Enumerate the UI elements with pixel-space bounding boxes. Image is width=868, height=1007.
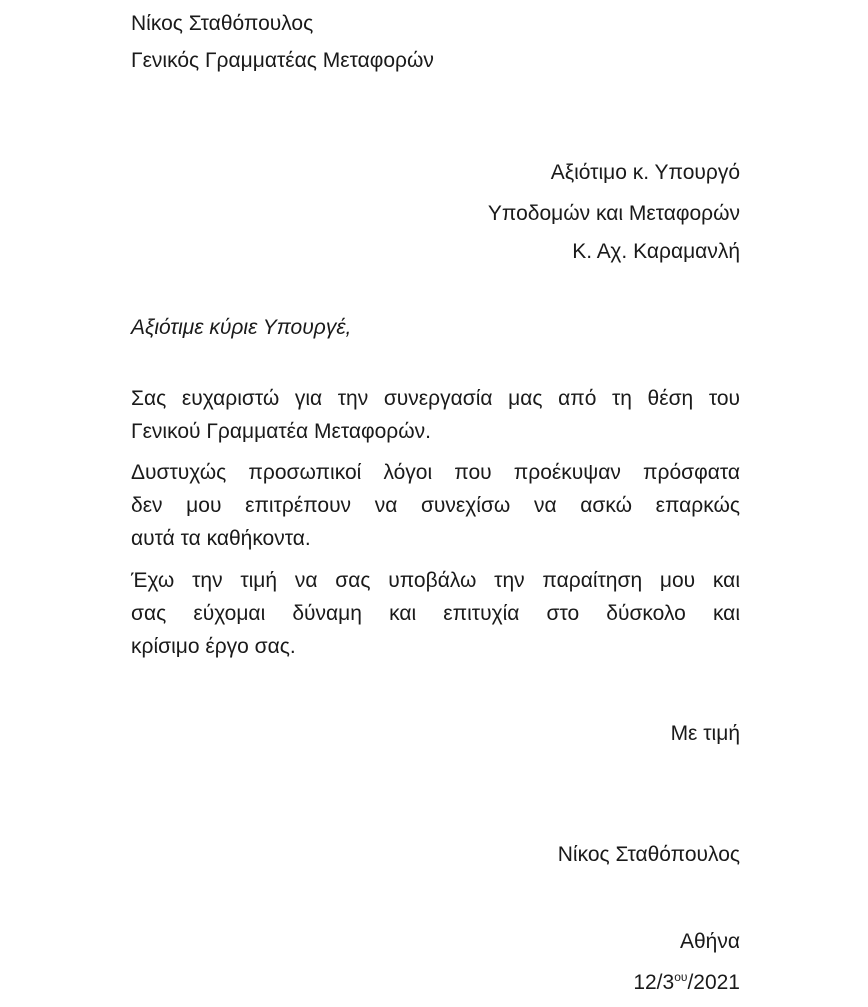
recipient-line-2: Υποδομών και Μεταφορών bbox=[487, 202, 740, 225]
closing: Με τιμή bbox=[670, 722, 740, 745]
body-paragraph-3-line: Έχω την τιμή να σας υποβάλω την παραίτηση μου και bbox=[131, 569, 740, 592]
body-paragraph-2 bbox=[131, 456, 740, 555]
body-paragraph-2-line: δεν μου επιτρέπουν να συνεχίσω να ασκώ επαρκώς bbox=[131, 494, 740, 517]
date bbox=[633, 970, 740, 996]
date-ordinal: ου bbox=[674, 970, 688, 984]
signature-name: Νίκος Σταθόπουλος bbox=[557, 843, 740, 866]
body-paragraph-1-line: Σας ευχαριστώ για την συνεργασία μας από τη θέση του bbox=[131, 387, 740, 410]
place: Αθήνα bbox=[679, 930, 740, 953]
recipient-line-1: Αξιότιμο κ. Υπουργό bbox=[550, 161, 740, 184]
date-day-month: 12/3 bbox=[633, 971, 675, 994]
salutation: Αξιότιμε κύριε Υπουργέ, bbox=[131, 316, 352, 339]
body-paragraph-1 bbox=[131, 382, 740, 448]
recipient-line-3: Κ. Αχ. Καραμανλή bbox=[572, 240, 740, 263]
sender-title: Γενικός Γραμματέας Μεταφορών bbox=[131, 49, 434, 72]
body-paragraph-2-line: Δυστυχώς προσωπικοί λόγοι που προέκυψαν πρόσφατα bbox=[131, 461, 740, 484]
body-paragraph-3 bbox=[131, 564, 740, 663]
body-paragraph-3-line: σας εύχομαι δύναμη και επιτυχία στο δύσκολο και bbox=[131, 602, 740, 625]
body-paragraph-3-line: κρίσιμο έργο σας. bbox=[131, 635, 296, 658]
sender-name: Νίκος Σταθόπουλος bbox=[131, 12, 314, 35]
body-paragraph-1-line: Γενικού Γραμματέα Μεταφορών. bbox=[131, 420, 431, 443]
body-paragraph-2-line: αυτά τα καθήκοντα. bbox=[131, 527, 311, 550]
date-year: /2021 bbox=[687, 971, 740, 994]
